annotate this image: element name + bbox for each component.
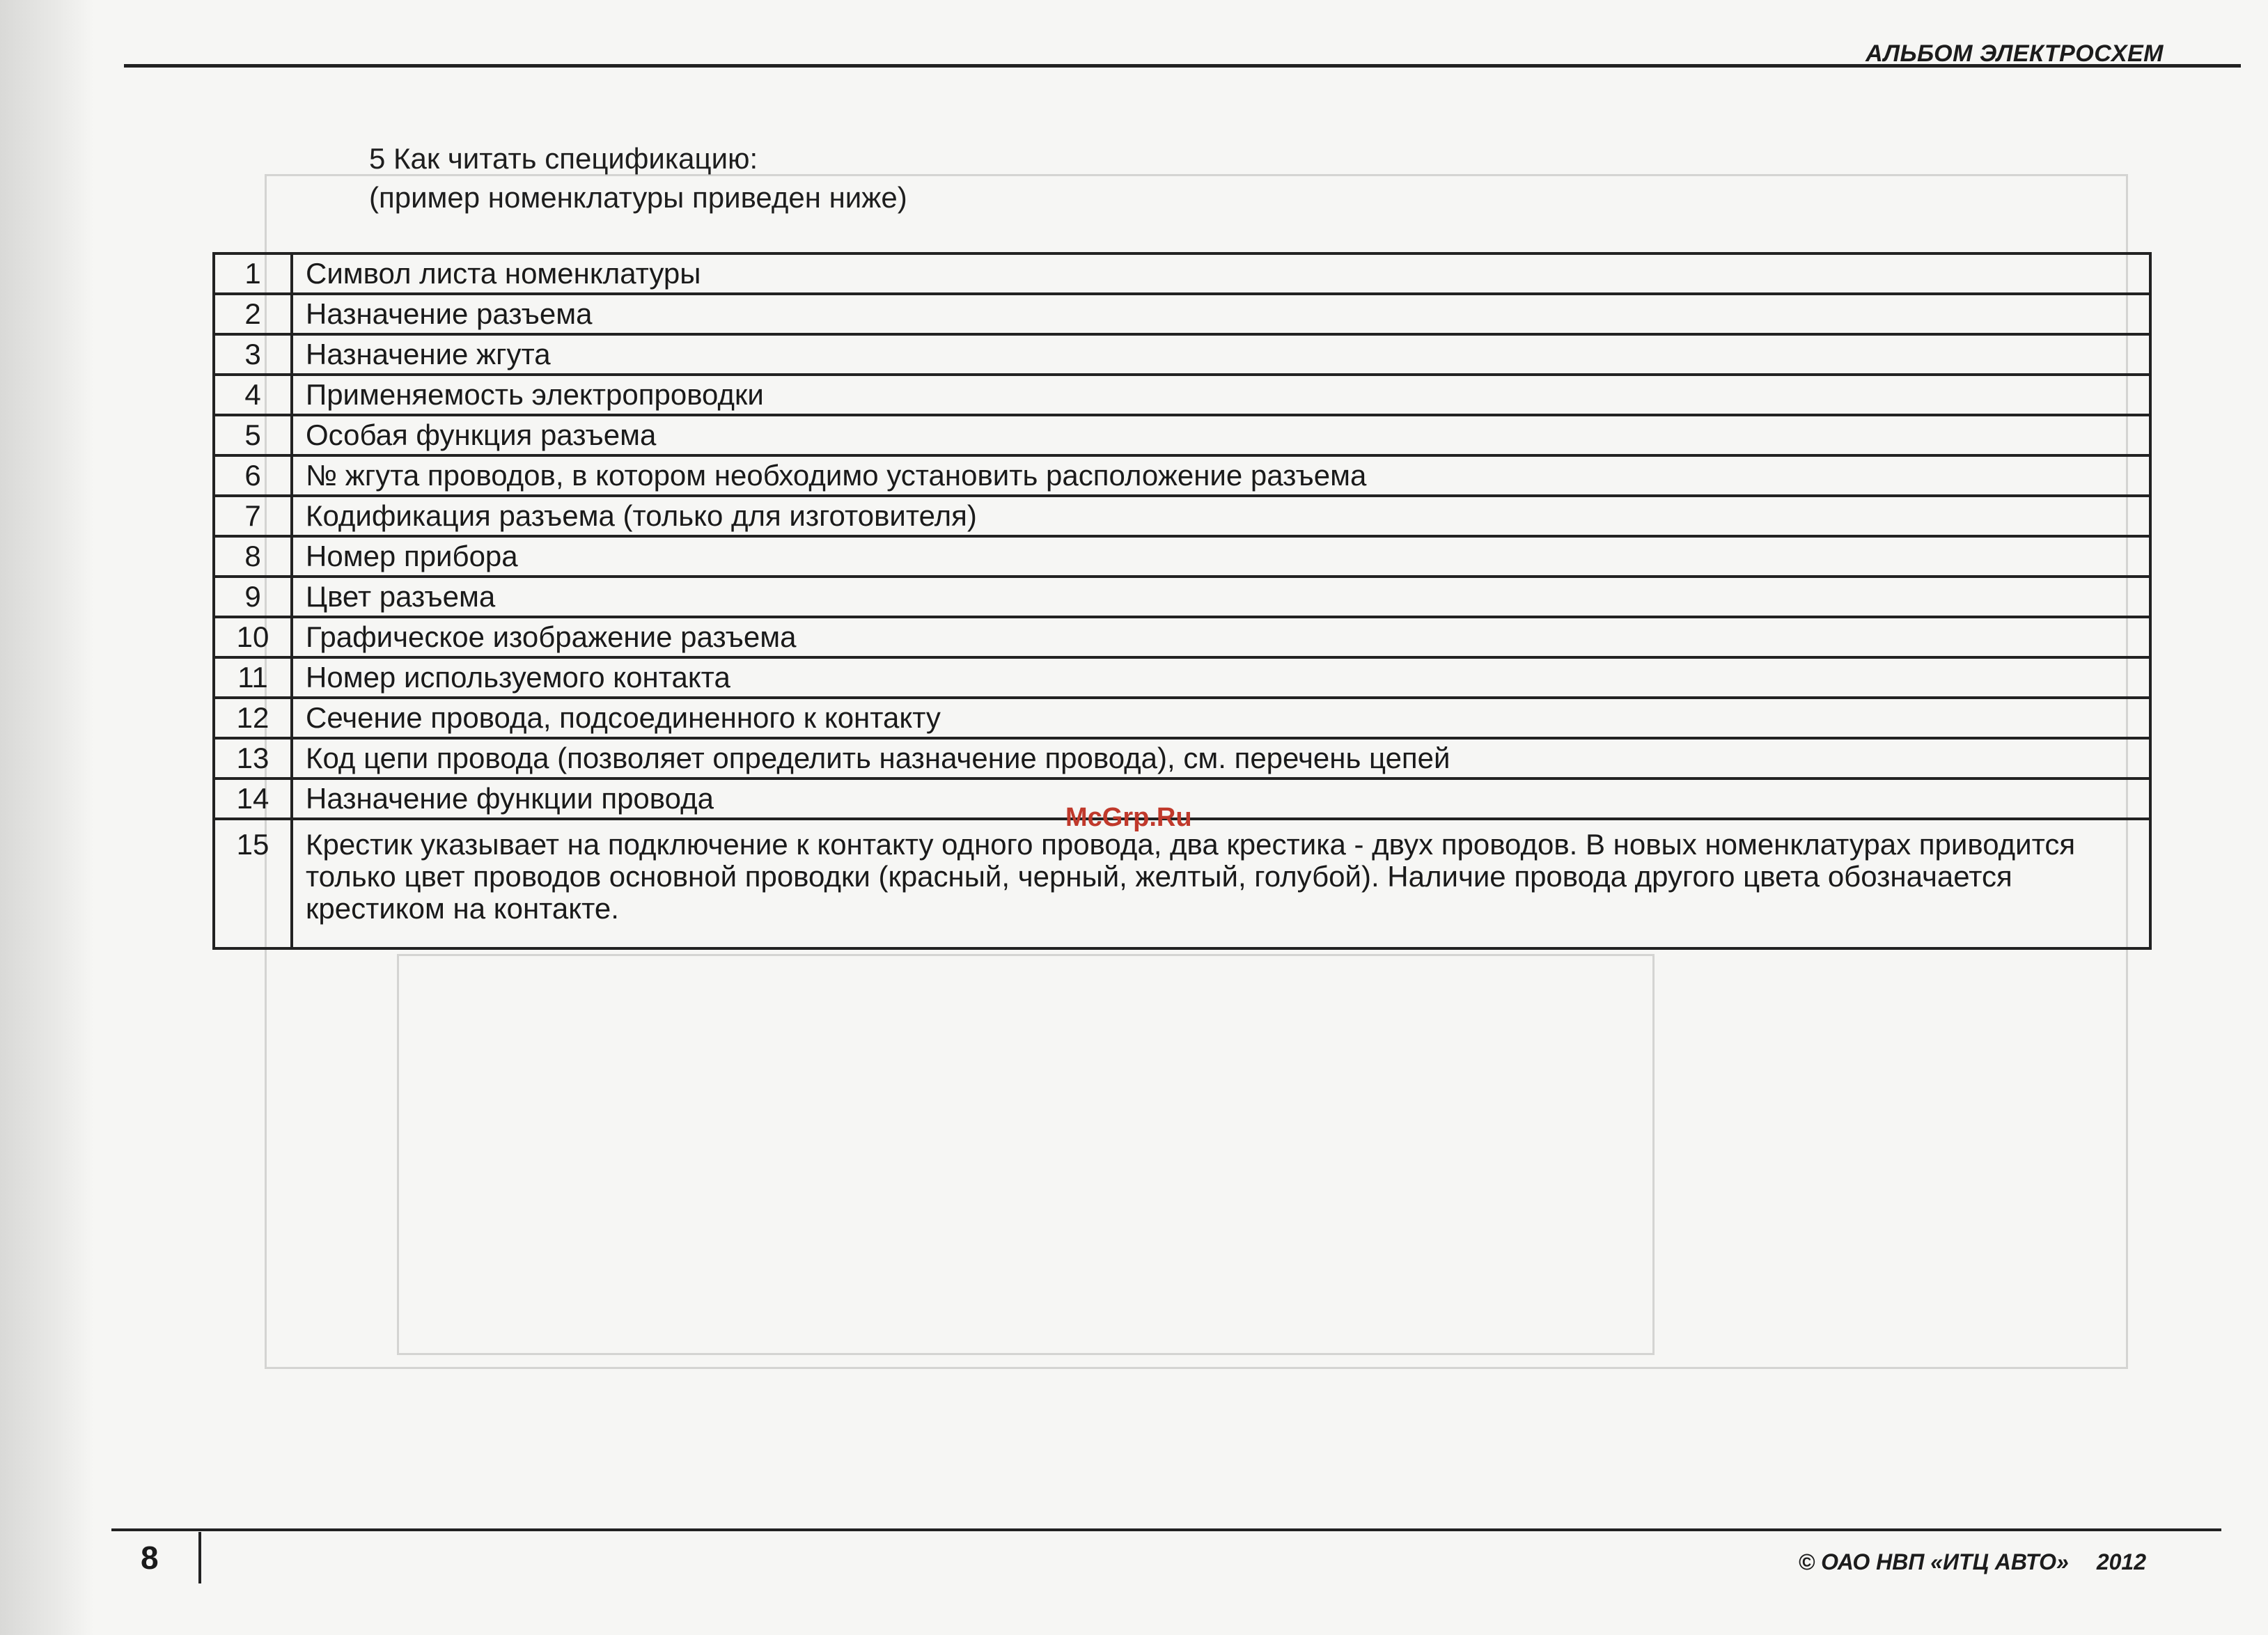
row-number: 9 [214, 577, 292, 617]
row-number: 11 [214, 657, 292, 698]
copyright-year: 2012 [2096, 1549, 2146, 1574]
row-number: 4 [214, 375, 292, 415]
row-text: Назначение разъема [292, 294, 2150, 334]
header-title: АЛЬБОМ ЭЛЕКТРОСХЕМ [1866, 40, 2164, 67]
row-text: Номер прибора [292, 536, 2150, 577]
row-number: 15 [214, 819, 292, 948]
table-row [214, 738, 2150, 779]
scan-edge-shadow [0, 0, 94, 1635]
row-number: 12 [214, 698, 292, 738]
spec-table [212, 252, 2152, 950]
copyright-text: © ОАО НВП «ИТЦ АВТО» [1798, 1549, 2069, 1574]
section-subheading: (пример номенклатуры приведен ниже) [369, 181, 907, 214]
watermark: McGrp.Ru [1065, 803, 1192, 832]
row-text: Применяемость электропроводки [292, 375, 2150, 415]
row-text: Символ листа номенклатуры [292, 253, 2150, 294]
row-text: Назначение жгута [292, 334, 2150, 375]
row-text: Крестик указывает на подключение к контакту одного провода, два крестика - двух проводов. В новых номенклатурах приводится только цвет проводов основной проводки (красный, черный, желтый, голубой). Наличие провода другого цвета обозначается крестиком на контакте. [292, 819, 2150, 948]
row-text: Код цепи провода (позволяет определить назначение провода), см. перечень цепей [292, 738, 2150, 779]
table-row [214, 819, 2150, 948]
row-number: 5 [214, 415, 292, 455]
table-row [214, 698, 2150, 738]
row-text: Назначение функции провода [292, 779, 2150, 819]
table-row [214, 657, 2150, 698]
row-text: Сечение провода, подсоединенного к контакту [292, 698, 2150, 738]
page-number-divider [198, 1532, 201, 1583]
bleed-through-table [397, 954, 1655, 1355]
row-number: 1 [214, 253, 292, 294]
table-row [214, 536, 2150, 577]
row-text: Номер используемого контакта [292, 657, 2150, 698]
row-number: 2 [214, 294, 292, 334]
row-number: 3 [214, 334, 292, 375]
table-row [214, 334, 2150, 375]
row-text: Особая функция разъема [292, 415, 2150, 455]
row-number: 8 [214, 536, 292, 577]
section-heading: 5 Как читать спецификацию: [369, 142, 758, 175]
row-number: 13 [214, 738, 292, 779]
table-row [214, 455, 2150, 496]
table-row [214, 617, 2150, 657]
footer-copyright [1799, 1549, 2146, 1575]
row-text: Кодификация разъема (только для изготовителя) [292, 496, 2150, 536]
row-number: 7 [214, 496, 292, 536]
table-row [214, 375, 2150, 415]
row-number: 14 [214, 779, 292, 819]
table-row [214, 496, 2150, 536]
row-number: 6 [214, 455, 292, 496]
row-number: 10 [214, 617, 292, 657]
row-text: Цвет разъема [292, 577, 2150, 617]
table-row [214, 415, 2150, 455]
table-row [214, 577, 2150, 617]
page-number: 8 [141, 1540, 159, 1576]
row-text: Графическое изображение разъема [292, 617, 2150, 657]
row-text: № жгута проводов, в котором необходимо установить расположение разъема [292, 455, 2150, 496]
footer-rule [111, 1528, 2221, 1531]
table-row [214, 253, 2150, 294]
table-row [214, 294, 2150, 334]
section-intro [369, 139, 907, 217]
